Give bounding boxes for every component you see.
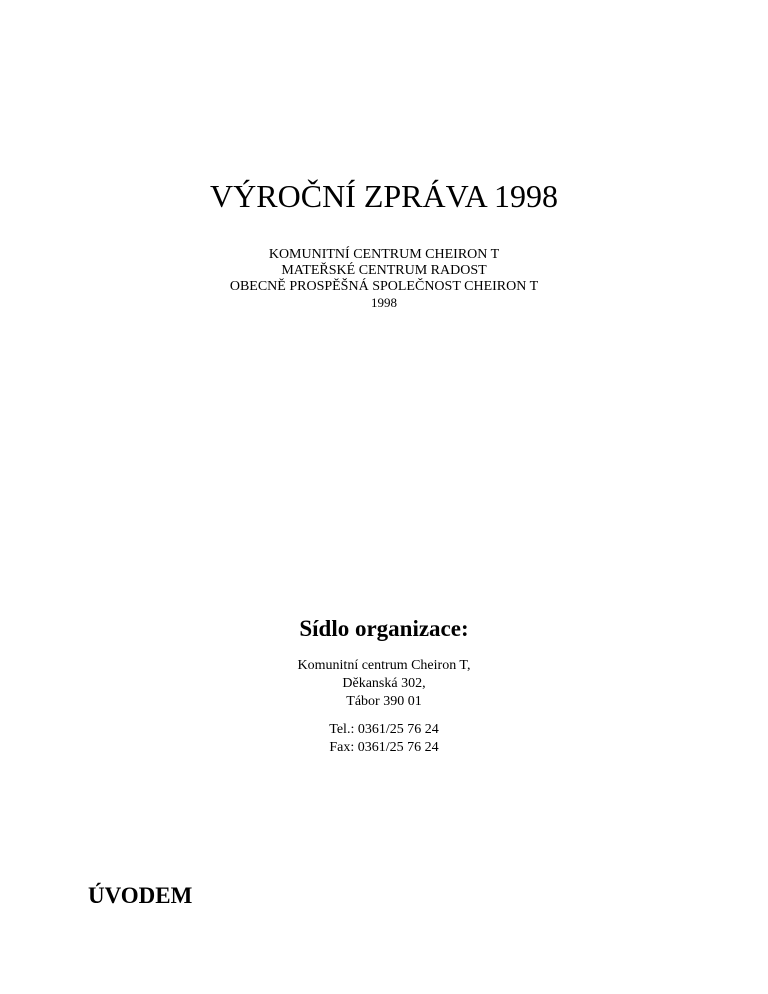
report-year: 1998 [371, 295, 397, 310]
address-block [0, 657, 768, 711]
organization-name: MATEŘSKÉ CENTRUM RADOST [281, 263, 487, 278]
address-line: Tábor 390 01 [346, 694, 422, 709]
document-title: VÝROČNÍ ZPRÁVA 1998 [210, 178, 558, 214]
address-line: Komunitní centrum Cheiron T, [297, 658, 471, 673]
fax-line: Fax: 0361/25 76 24 [329, 740, 439, 755]
phone-line: Tel.: 0361/25 76 24 [329, 722, 439, 737]
organization-list [0, 247, 768, 311]
contact-block [0, 721, 768, 757]
address-line: Děkanská 302, [342, 676, 426, 691]
seat-heading: Sídlo organizace: [299, 616, 469, 641]
organization-name: OBECNĚ PROSPĚŠNÁ SPOLEČNOST CHEIRON T [229, 279, 539, 294]
intro-heading: ÚVODEM [88, 883, 193, 908]
organization-name: KOMUNITNÍ CENTRUM CHEIRON T [268, 247, 500, 262]
